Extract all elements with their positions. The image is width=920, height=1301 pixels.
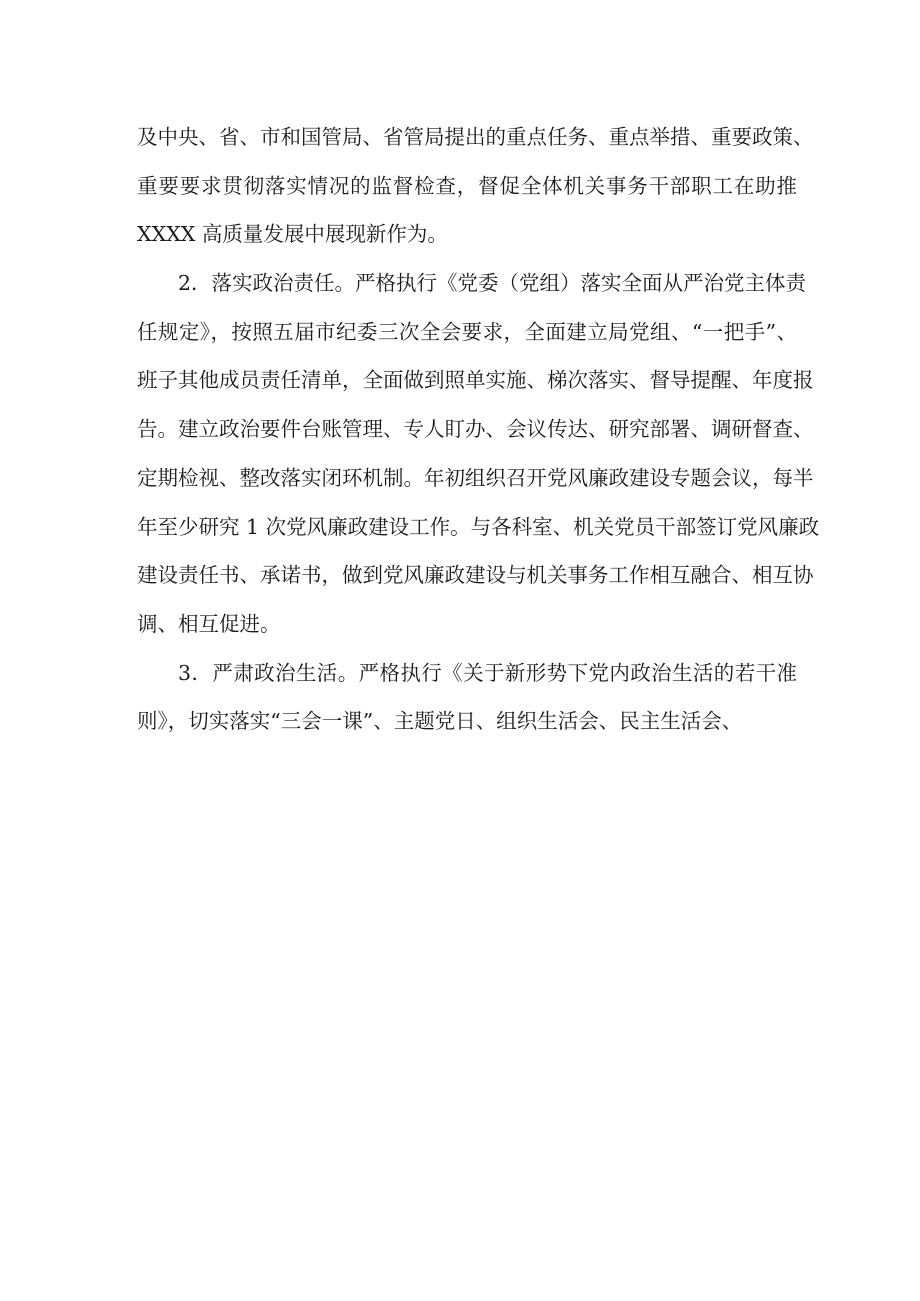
paragraph-3 (137, 649, 797, 746)
paragraph-1 (137, 113, 814, 259)
paragraph-line: 重要要求贯彻落实情况的监督检查，督促全体机关事务干部职工在助推 (137, 173, 797, 198)
document-body (137, 113, 820, 746)
paragraph-line: 任规定》，按照五届市纪委三次全会要求，全面建立局党组、“一把手”、 (137, 319, 797, 344)
paragraph-line: 3．严肃政治生活。严格执行《关于新形势下党内政治生活的若干准 (178, 660, 797, 685)
paragraph-line: 2．落实政治责任。严格执行《党委（党组）落实全面从严治党主体责 (178, 271, 807, 296)
paragraph-line: 建设责任书、承诺书，做到党风廉政建设与机关事务工作相互融合、相互协 (137, 563, 814, 588)
paragraph-line: 则》，切实落实“三会一课”、主题党日、组织生活会、民主生活会、 (137, 709, 743, 734)
paragraph-line: 班子其他成员责任清单，全面做到照单实施、梯次落实、督导提醒、年度报 (137, 368, 814, 393)
paragraph-line: 及中央、省、市和国管局、省管局提出的重点任务、重点举措、重要政策、 (137, 125, 814, 149)
paragraph-line: XXXX 高质量发展中展现新作为。 (137, 222, 448, 247)
paragraph-line: 告。建立政治要件台账管理、专人盯办、会议传达、研究部署、调研督查、 (137, 417, 814, 442)
paragraph-2 (137, 259, 820, 649)
paragraph-line: 年至少研究 1 次党风廉政建设工作。与各科室、机关党员干部签订党风廉政 (137, 514, 820, 539)
paragraph-line: 调、相互促进。 (137, 611, 281, 636)
paragraph-line: 定期检视、整改落实闭环机制。年初组织召开党风廉政建设专题会议，每半 (137, 465, 814, 490)
